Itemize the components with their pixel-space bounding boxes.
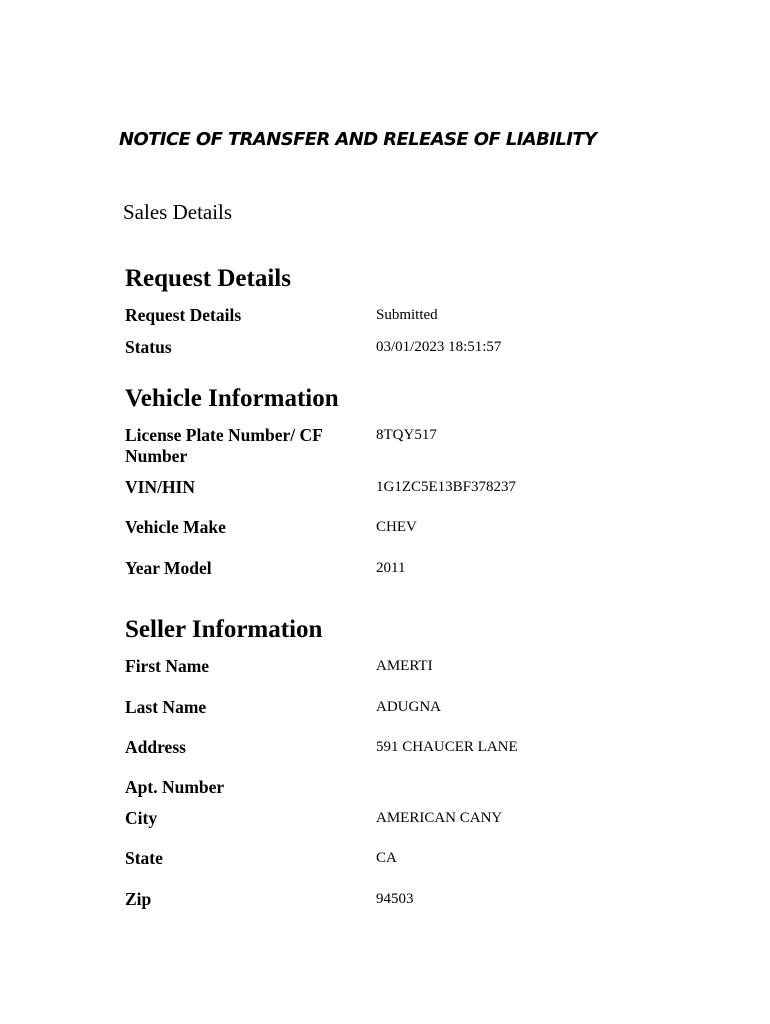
license-plate-label: License Plate Number/ CF Number (125, 425, 323, 466)
license-plate-value: 8TQY517 (376, 427, 437, 443)
last-name-value: ADUGNA (376, 699, 441, 715)
vehicle-make-value: CHEV (376, 519, 417, 535)
address-value: 591 CHAUCER LANE (376, 739, 518, 755)
status-label: Status (125, 337, 172, 357)
last-name-label: Last Name (125, 697, 207, 717)
vin-value: 1G1ZC5E13BF378237 (376, 479, 517, 495)
vin-label: VIN/HIN (125, 477, 196, 497)
request-details-value: Submitted (376, 307, 438, 323)
state-value: CA (376, 850, 397, 866)
first-name-value: AMERTI (376, 658, 433, 674)
city-label: City (125, 808, 158, 828)
sales-details-heading: Sales Details (123, 200, 233, 224)
city-value: AMERICAN CANY (376, 810, 503, 826)
vehicle-information-heading: Vehicle Information (125, 385, 339, 412)
first-name-label: First Name (125, 656, 210, 676)
address-label: Address (125, 737, 186, 757)
vehicle-make-label: Vehicle Make (125, 517, 226, 537)
year-model-value: 2011 (376, 560, 406, 576)
request-details-heading: Request Details (125, 265, 291, 292)
request-details-label: Request Details (125, 305, 242, 325)
year-model-label: Year Model (125, 558, 212, 578)
apt-number-label: Apt. Number (125, 777, 225, 797)
seller-information-heading: Seller Information (125, 616, 323, 643)
status-value: 03/01/2023 18:51:57 (376, 339, 502, 355)
zip-value: 94503 (376, 891, 414, 907)
zip-label: Zip (125, 889, 152, 909)
state-label: State (125, 848, 163, 868)
document-title: NOTICE OF TRANSFER AND RELEASE OF LIABILITY (119, 129, 597, 150)
